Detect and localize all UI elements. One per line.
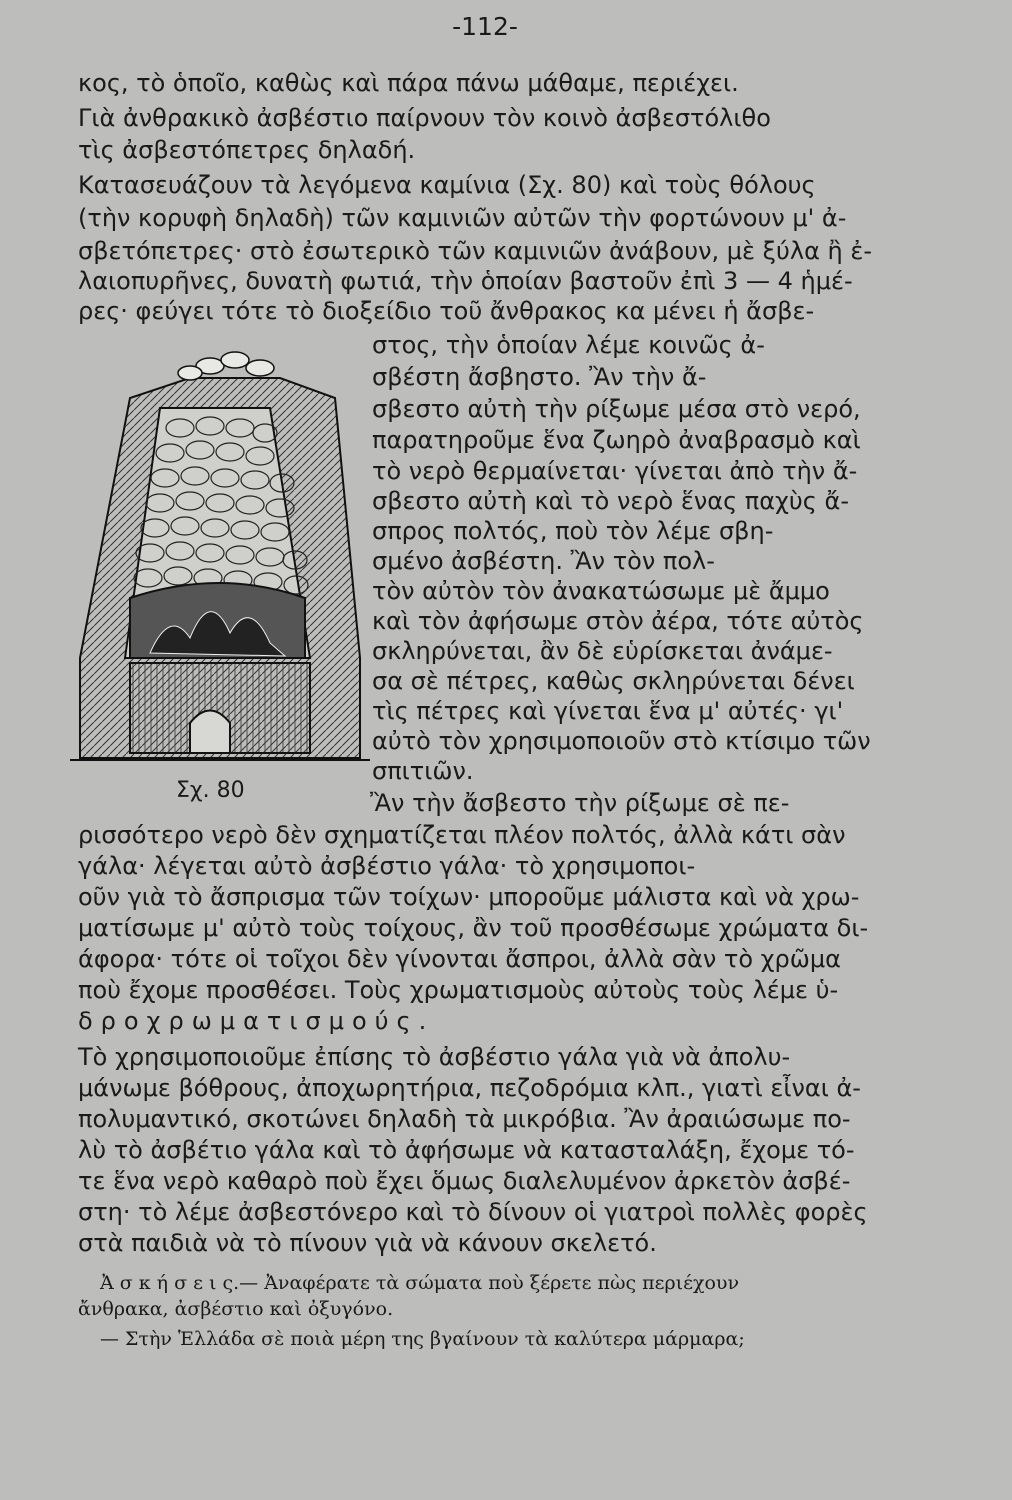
text-line: τὸν αὐτὸν τὸν ἀνακατώσωμε μὲ ἄμμο (372, 577, 830, 605)
text-line: τὶς πέτρες καὶ γίνεται ἕνα μ' αὐτές· γι' (372, 697, 844, 725)
text-line: σμένο ἀσβέστη. Ἂν τὸν πολ- (372, 547, 715, 575)
text-line: σπρος πολτός, ποὺ τὸν λέμε σβη- (372, 517, 774, 545)
lime-kiln-figure (70, 338, 370, 768)
exercise-heading: Ἀ σ κ ή σ ε ι ς.— Ἀναφέρατε τὰ σώματα ποὺ ξέρετε πὼς περιέχουν (100, 1272, 739, 1294)
text-line: (τὴν κορυφὴ δηλαδὴ) τῶν καμινιῶν αὐτῶν τὴν φορτώνουν μ' ἀ- (78, 204, 847, 232)
text-line: σκληρύνεται, ἂν δὲ εὑρίσκεται ἀνάμε- (372, 637, 833, 665)
text-line: ρισσότερο νερὸ δὲν σχηματίζεται πλέον πολτός, ἀλλὰ κάτι σὰν (78, 821, 846, 849)
text-line: ματίσωμε μ' αὐτὸ τοὺς τοίχους, ἂν τοῦ προσθέσωμε χρώματα δι- (78, 914, 869, 942)
text-line: ρες· φεύγει τότε τὸ διοξείδιο τοῦ ἄνθρακος κα μένει ἡ ἄσβε- (78, 297, 815, 325)
text-line: στὰ παιδιὰ νὰ τὸ πίνουν γιὰ νὰ κάνουν σκελετό. (78, 1229, 657, 1257)
exercise-line: — Στὴν Ἑλλάδα σὲ ποιὰ μέρη της βγαίνουν τὰ καλύτερα μάρμαρα; (100, 1328, 745, 1350)
text-line: ποὺ ἔχομε προσθέσει. Τοὺς χρωματισμοὺς αὐτοὺς τοὺς λέμε ὑ- (78, 976, 839, 1004)
text-line: παρατηροῦμε ἕνα ζωηρὸ ἀναβρασμὸ καὶ (372, 426, 861, 454)
text-line: Ἂν τὴν ἄσβεστο τὴν ρίξωμε σὲ πε- (370, 789, 790, 817)
text-line: στη· τὸ λέμε ἀσβεστόνερο καὶ τὸ δίνουν οἱ γιατροὶ πολλὲς φορὲς (78, 1198, 868, 1226)
text-line: σβέστη ἄσβηστο. Ἂν τὴν ἄ- (372, 363, 707, 391)
text-line: σβεστο αὐτὴ τὴν ρίξωμε μέσα στὸ νερό, (372, 395, 861, 423)
text-line: αὐτὸ τὸν χρησιμοποιοῦν στὸ κτίσιμο τῶν (372, 727, 871, 755)
text-line: οῦν γιὰ τὸ ἄσπρισμα τῶν τοίχων· μποροῦμε μάλιστα καὶ νὰ χρω- (78, 883, 860, 911)
text-line: πολυμαντικό, σκοτώνει δηλαδὴ τὰ μικρόβια. Ἂν ἀραιώσωμε πο- (78, 1105, 851, 1133)
text-line: λὺ τὸ ἀσβέτιο γάλα καὶ τὸ ἀφήσωμε νὰ κατασταλάξη, ἔχομε τό- (78, 1136, 855, 1164)
text-line: τε ἕνα νερὸ καθαρὸ ποὺ ἔχει ὅμως διαλελυμένον ἀρκετὸν ἀσβέ- (78, 1167, 851, 1195)
text-line: τὸ νερὸ θερμαίνεται· γίνεται ἀπὸ τὴν ἄ- (372, 457, 858, 485)
text-line: γάλα· λέγεται αὐτὸ ἀσβέστιο γάλα· τὸ χρησιμοποι- (78, 852, 696, 880)
text-line: δροχρωματισμούς. (78, 1007, 435, 1035)
text-line: σπιτιῶν. (372, 757, 474, 785)
text-line: άφορα· τότε οἱ τοῖχοι δὲν γίνονται ἄσπροι, ἀλλὰ σὰν τὸ χρῶμα (78, 945, 841, 973)
text-line: κος, τὸ ὁποῖο, καθὼς καὶ πάρα πάνω μάθαμε, περιέχει. (78, 69, 739, 97)
text-line: καὶ τὸν ἀφήσωμε στὸν ἀέρα, τότε αὐτὸς (372, 607, 864, 635)
text-line: τὶς ἀσβεστόπετρες δηλαδή. (78, 136, 416, 164)
text-line: μάνωμε βόθρους, ἀποχωρητήρια, πεζοδρόμια κλπ., γιατὶ εἶναι ἀ- (78, 1074, 861, 1102)
text-line: σβετόπετρες· στὸ ἐσωτερικὸ τῶν καμινιῶν ἀνάβουν, μὲ ξύλα ἢ ἐ- (78, 237, 873, 265)
figure-caption: Σχ. 80 (176, 778, 245, 803)
exercise-line: ἄνθρακα, ἀσβέστιο καὶ ὀξυγόνο. (78, 1298, 394, 1320)
text-line: Κατασευάζουν τὰ λεγόμενα καμίνια (Σχ. 80) καὶ τοὺς θόλους (78, 171, 816, 199)
text-line: σα σὲ πέτρες, καθὼς σκληρύνεται δένει (372, 667, 855, 695)
text-line: Τὸ χρησιμοποιοῦμε ἐπίσης τὸ ἀσβέστιο γάλα γιὰ νὰ ἀπολυ- (78, 1043, 791, 1071)
text-line: σβεστο αὐτὴ καὶ τὸ νερὸ ἕνας παχὺς ἄ- (372, 487, 849, 515)
text-line: λαιοπυρῆνες, δυνατὴ φωτιά, τὴν ὁποίαν βαστοῦν ἐπὶ 3 — 4 ἡμέ- (78, 267, 853, 295)
text-line: στος, τὴν ὁποίαν λέμε κοινῶς ἀ- (372, 331, 765, 359)
page-number: -112- (452, 12, 518, 41)
text-line: Γιὰ ἀνθρακικὸ ἀσβέστιο παίρνουν τὸν κοινὸ ἀσβεστόλιθο (78, 104, 771, 132)
